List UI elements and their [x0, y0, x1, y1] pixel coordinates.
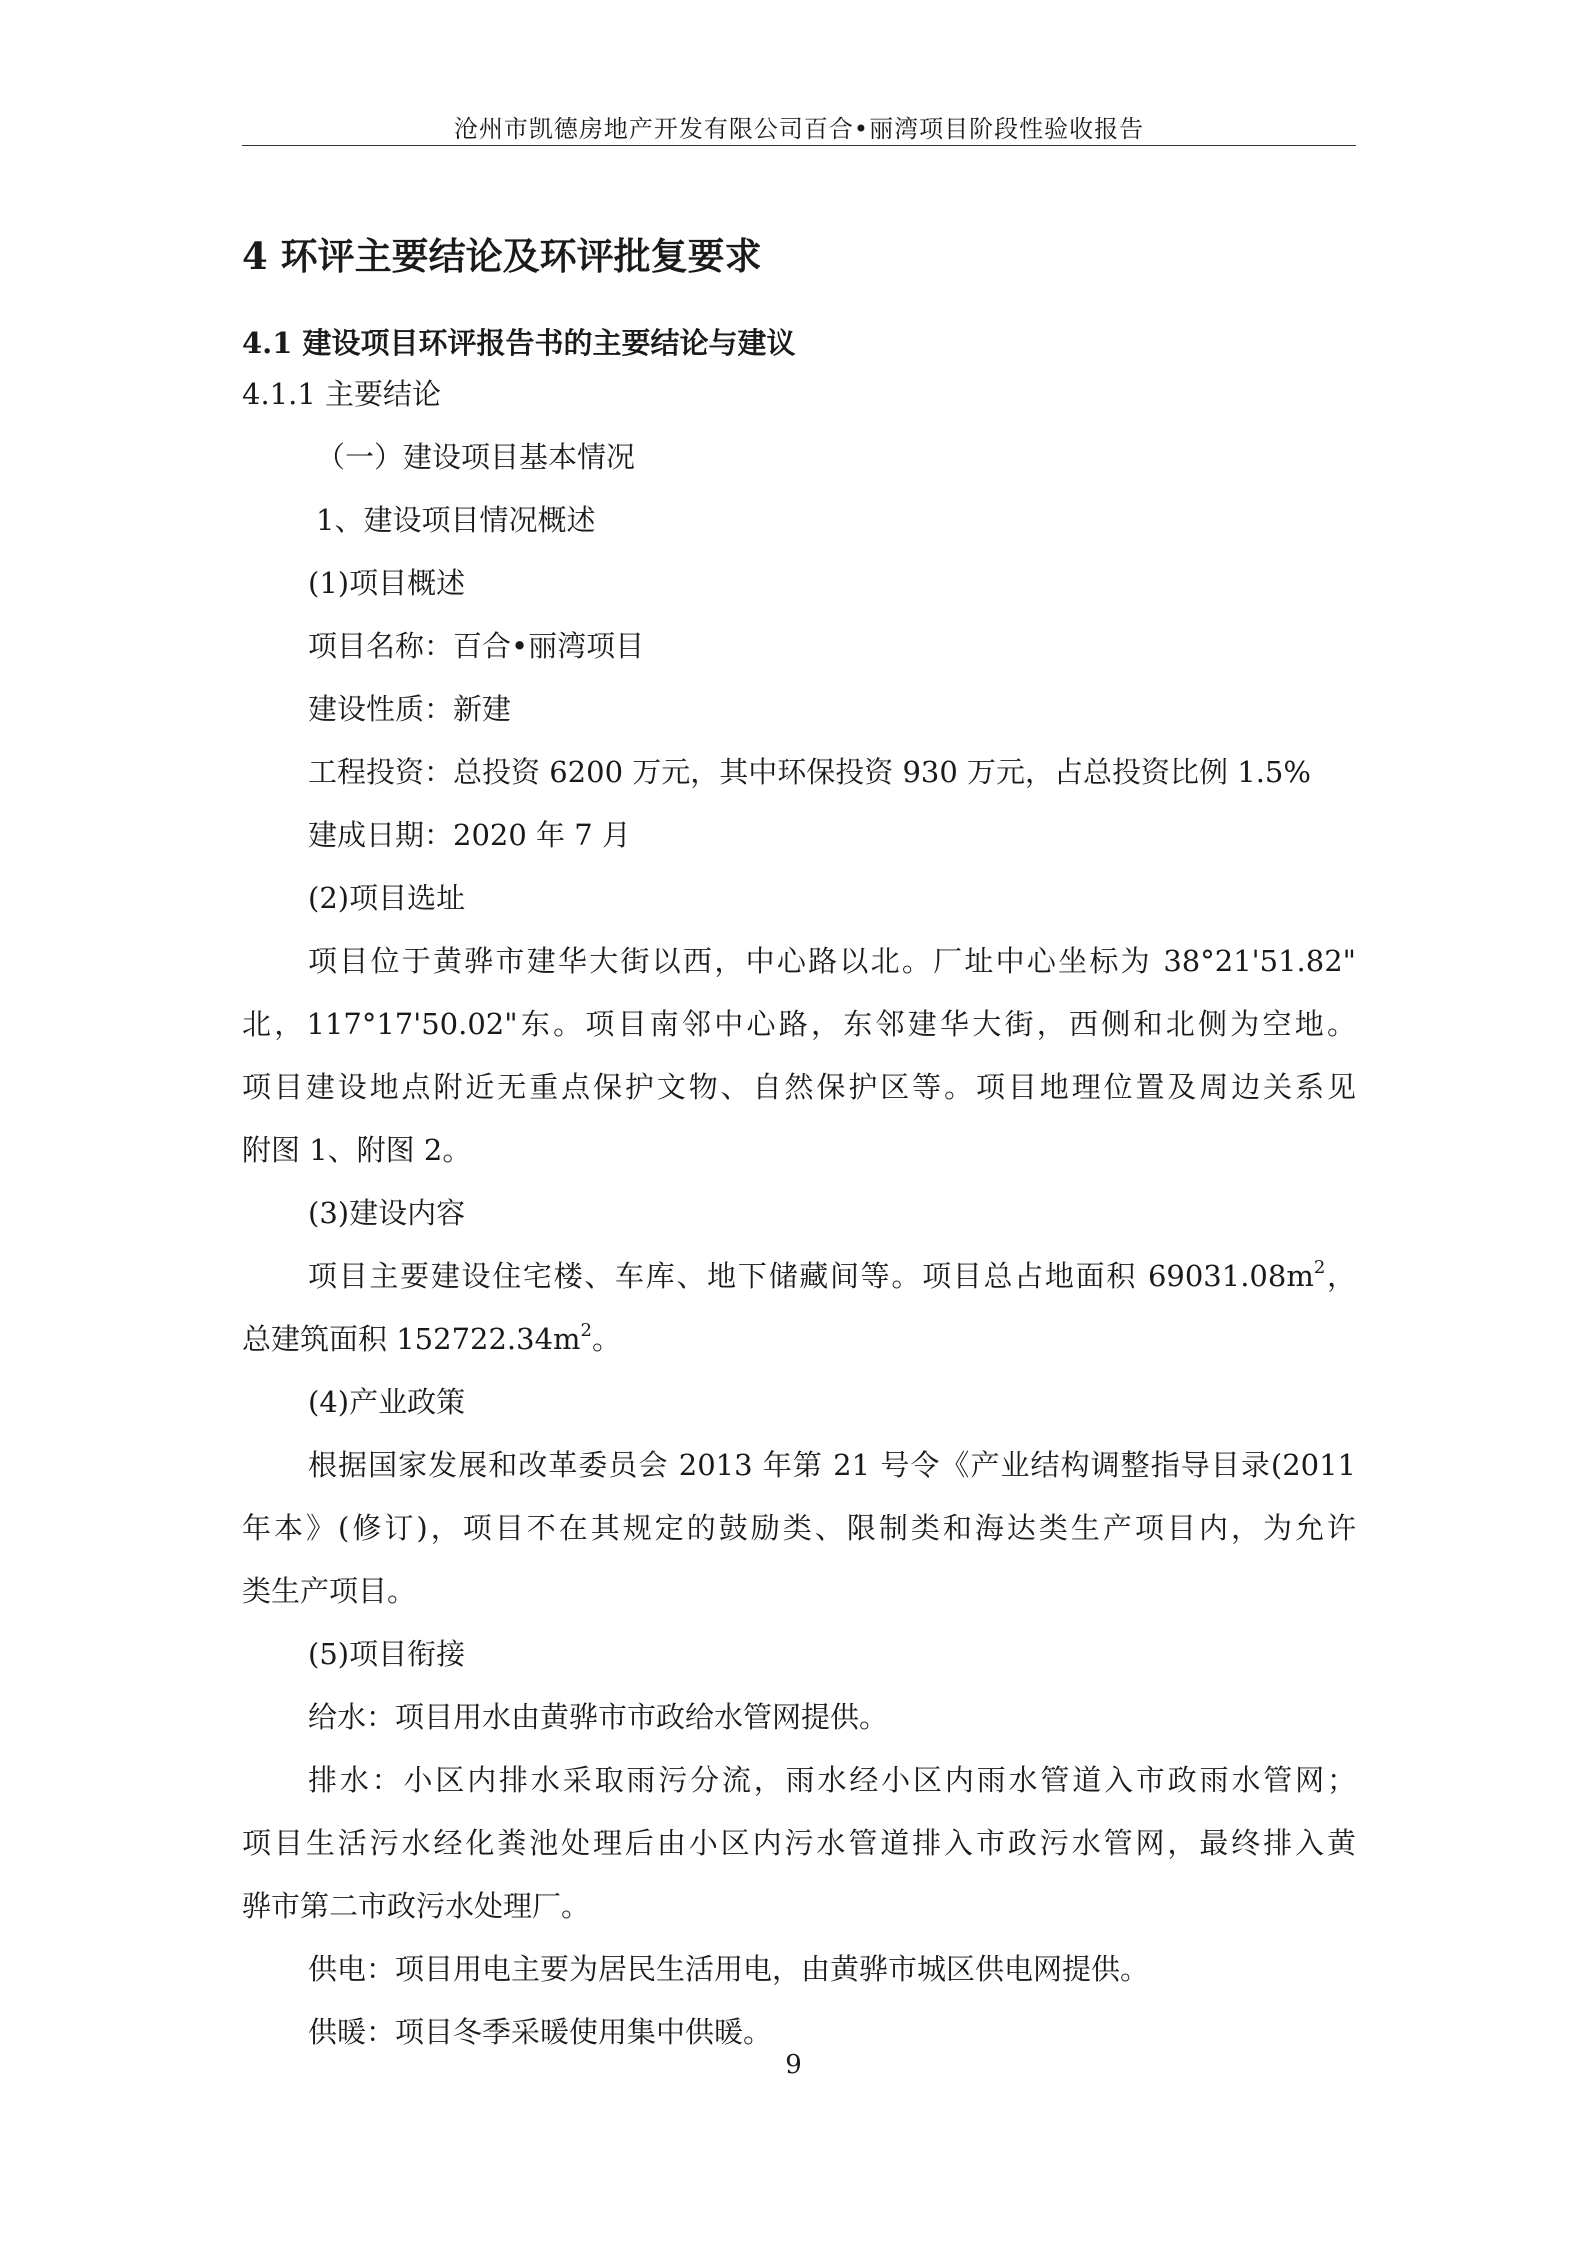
chapter-heading: 4 环评主要结论及环评批复要求	[242, 234, 762, 278]
section-heading: 4.1 建设项目环评报告书的主要结论与建议	[242, 326, 796, 360]
body-text	[242, 426, 1356, 2064]
paragraph-line	[242, 1308, 1356, 1371]
paragraph-line: (1)项目概述	[308, 566, 466, 600]
paragraph-line: 工程投资：总投资 6200 万元，其中环保投资 930 万元，占总投资比例 1.5%	[308, 755, 1311, 789]
text-run: ，	[1325, 1259, 1356, 1293]
paragraph-line: 供暖：项目冬季采暖使用集中供暖。	[308, 2015, 773, 2049]
paragraph-line: 建成日期：2020 年 7 月	[308, 818, 631, 852]
paragraph-line: (4)产业政策	[308, 1385, 466, 1419]
paragraph-line: 年本》(修订)，项目不在其规定的鼓励类、限制类和海达类生产项目内，为允许	[242, 1511, 1356, 1545]
running-header: 沧州市凯德房地产开发有限公司百合•丽湾项目阶段性验收报告	[453, 115, 1145, 143]
text-run: 项目主要建设住宅楼、车库、地下储藏间等。项目总占地面积 69031.08m	[308, 1259, 1314, 1293]
paragraph-line: 项目名称：百合•丽湾项目	[308, 629, 645, 663]
paragraph-line: 供电：项目用电主要为居民生活用电，由黄骅市城区供电网提供。	[308, 1952, 1150, 1986]
page-number: 9	[785, 2050, 802, 2080]
paragraph-line: 给水：项目用水由黄骅市市政给水管网提供。	[308, 1700, 889, 1734]
paragraph-line: (2)项目选址	[308, 881, 466, 915]
paragraph-line: 类生产项目。	[242, 1574, 417, 1608]
paragraph-line: 建设性质：新建	[308, 692, 512, 726]
paragraph-line: （一）建设项目基本情况	[316, 440, 636, 474]
paragraph-line: 根据国家发展和改革委员会 2013 年第 21 号令《产业结构调整指导目录(2011	[308, 1448, 1356, 1482]
subsection-heading: 4.1.1 主要结论	[242, 377, 442, 411]
text-run: 。	[592, 1322, 622, 1356]
paragraph-line: 1、建设项目情况概述	[316, 503, 596, 537]
paragraph-line: 北，117°17'50.02"东。项目南邻中心路，东邻建华大街，西侧和北侧为空地。	[242, 1007, 1356, 1041]
header-rule	[242, 145, 1356, 146]
paragraph-line: 项目生活污水经化粪池处理后由小区内污水管道排入市政污水管网，最终排入黄	[242, 1826, 1356, 1860]
paragraph-line: (5)项目衔接	[308, 1637, 466, 1671]
text-run: 总建筑面积 152722.34m	[242, 1322, 581, 1356]
paragraph-line	[242, 1245, 1356, 1308]
paragraph-line: 项目建设地点附近无重点保护文物、自然保护区等。项目地理位置及周边关系见	[242, 1070, 1356, 1104]
paragraph-line: 排水：小区内排水采取雨污分流，雨水经小区内雨水管道入市政雨水管网；	[308, 1763, 1356, 1797]
paragraph-line: (3)建设内容	[308, 1196, 466, 1230]
superscript: 2	[1313, 1257, 1326, 1279]
paragraph-line: 项目位于黄骅市建华大街以西，中心路以北。厂址中心坐标为 38°21'51.82"	[308, 944, 1356, 978]
paragraph-line: 附图 1、附图 2。	[242, 1133, 472, 1167]
paragraph-line: 骅市第二市政污水处理厂。	[242, 1889, 591, 1923]
superscript: 2	[580, 1320, 592, 1342]
